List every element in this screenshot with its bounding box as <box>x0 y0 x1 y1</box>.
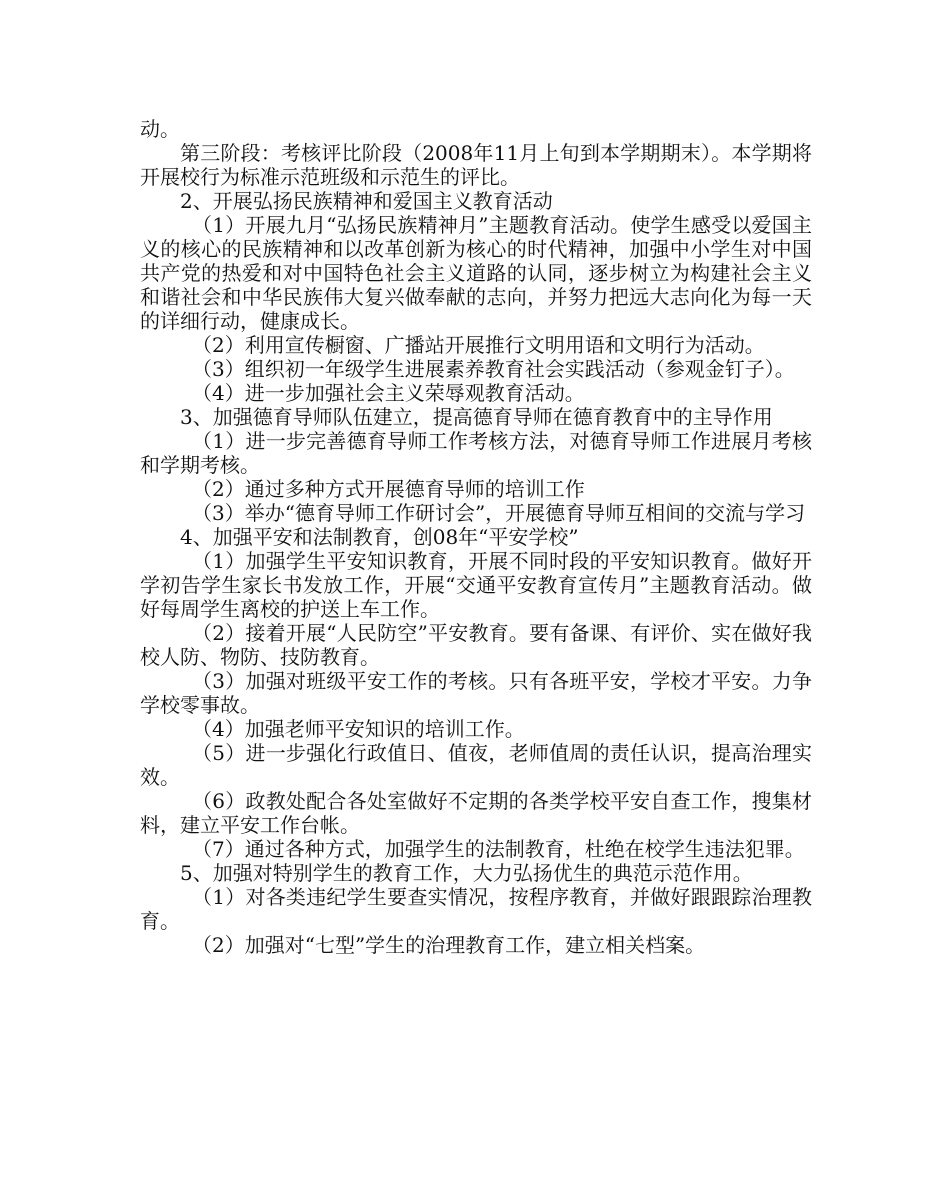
section-heading-2: 2、开展弘扬民族精神和爱国主义教育活动 <box>180 189 553 213</box>
section-heading-3: 3、加强德育导师队伍建立，提高德育导师在德育教育中的主导作用 <box>180 405 773 429</box>
list-item: （1）加强学生平安知识教育，开展不同时段的平安知识教育。做好开学初告学生家长书发放工作，开展“交通平安教育宣传月”主题教育活动。做好每周学生离校的护送上车工作。 <box>140 549 812 621</box>
list-item: （4）加强老师平安知识的培训工作。 <box>192 717 525 741</box>
list-item: （2）接着开展“人民防空”平安教育。要有备课、有评价、实在做好我校人防、物防、技防教育。 <box>140 621 812 669</box>
list-item: （2）加强对“七型”学生的治理教育工作，建立相关档案。 <box>192 933 706 957</box>
paragraph-stage-three: 第三阶段：考核评比阶段（2008年11月上旬到本学期期末）。本学期将开展校行为标准示范班级和示范生的评比。 <box>140 141 812 189</box>
paragraph-continuation: 动。 <box>140 117 180 141</box>
list-item: （1）进一步完善德育导师工作考核方法，对德育导师工作进展月考核和学期考核。 <box>140 429 812 477</box>
list-item: （1）开展九月“弘扬民族精神月”主题教育活动。使学生感受以爱国主义的核心的民族精神和以改革创新为核心的时代精神，加强中小学生对中国共产党的热爱和对中国特色社会主义道路的认同，逐步树立为构建社会主义和谐社会和中华民族伟大复兴做奉献的志向，并努力把远大志向化为每一天的详细行动，健康成长。 <box>140 213 812 333</box>
list-item: （1）对各类违纪学生要查实情况，按程序教育，并做好跟跟踪治理教育。 <box>140 885 812 933</box>
list-item: （5）进一步强化行政值日、值夜，老师值周的责任认识，提高治理实效。 <box>140 741 812 789</box>
list-item: （3）举办“德育导师工作研讨会”，开展德育导师互相间的交流与学习 <box>192 501 806 525</box>
list-item: （2）通过多种方式开展德育导师的培训工作 <box>192 477 585 501</box>
document-page <box>140 117 812 957</box>
list-item: （7）通过各种方式，加强学生的法制教育，杜绝在校学生违法犯罪。 <box>192 837 805 861</box>
section-heading-5: 5、加强对特别学生的教育工作，大力弘扬优生的典范示范作用。 <box>180 861 753 885</box>
list-item: （4）进一步加强社会主义荣辱观教育活动。 <box>192 381 585 405</box>
list-item: （3）加强对班级平安工作的考核。只有各班平安，学校才平安。力争学校零事故。 <box>140 669 812 717</box>
list-item: （3）组织初一年级学生进展素养教育社会实践活动（参观金钉子）。 <box>192 357 795 381</box>
list-item: （2）利用宣传橱窗、广播站开展推行文明用语和文明行为活动。 <box>192 333 765 357</box>
section-heading-4: 4、加强平安和法制教育，创08年“平安学校” <box>180 525 579 549</box>
list-item: （6）政教处配合各处室做好不定期的各类学校平安自查工作，搜集材料，建立平安工作台帐。 <box>140 789 812 837</box>
